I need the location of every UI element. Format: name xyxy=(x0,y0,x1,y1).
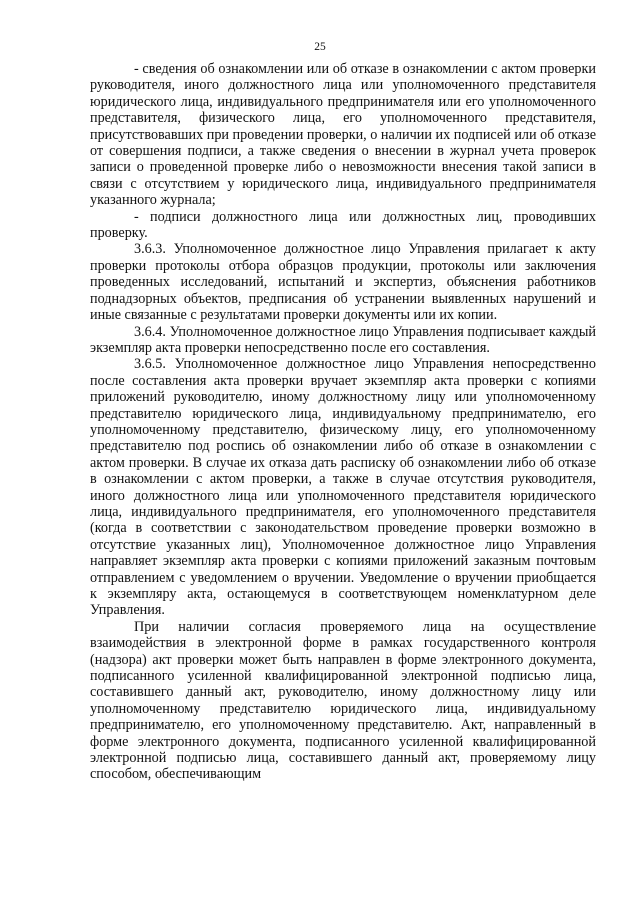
paragraph-acquaintance-info: - сведения об ознакомлении или об отказе в ознакомлении с актом проверки руководителя, иного должностного лица или уполномоченного представителя юридического лица, индивидуального предпринимателя или его уполномоченного представителя, физического лица, его уполномоченного представителя, присутствовавших при проведении проверки, о наличии их подписей или об отказе от совершения подписи, а также сведения о внесении в журнал учета проверок записи о проведенной проверке либо о невозможности внесения такой записи в связи с отсутствием у юридического лица, индивидуального предпринимателя указанного журнала; xyxy=(90,61,596,209)
paragraph-3-6-4: 3.6.4. Уполномоченное должностное лицо Управления подписывает каждый экземпляр акта проверки непосредственно после его составления. xyxy=(90,323,596,356)
document-body xyxy=(90,61,596,783)
page-number: 25 xyxy=(314,41,326,53)
paragraph-3-6-3: 3.6.3. Уполномоченное должностное лицо Управления прилагает к акту проверки протоколы отбора образцов продукции, протоколы или заключения проведенных исследований, испытаний и экспертиз, объяснения работников поднадзорных объектов, предписания об устранении выявленных нарушений и иные связанные с результатами проверки документы или их копии. xyxy=(90,241,596,324)
paragraph-signatures: - подписи должностного лица или должностных лиц, проводивших проверку. xyxy=(90,208,596,242)
paragraph-electronic-form: При наличии согласия проверяемого лица на осуществление взаимодействия в электронной форме в рамках государственного контроля (надзора) акт проверки может быть направлен в форме электронного документа, подписанного усиленной квалифицированной электронной подписью лица, составившего данный акт, руководителю, иному должностному лицу или уполномоченному представителю юридического лица, индивидуальному предпринимателю, его уполномоченному представителю. Акт, направленный в форме электронного документа, подписанного усиленной квалифицированной электронной подписью лица, составившего данный акт, проверяемому лицу способом, обеспечивающим xyxy=(90,618,596,783)
paragraph-3-6-5: 3.6.5. Уполномоченное должностное лицо Управления непосредственно после составления акта проверки вручает экземпляр акта проверки с копиями приложений руководителю, иному должностному лицу или уполномоченному представителю юридического лица, индивидуальному предпринимателю, его уполномоченному представителю, физическому лицу, его уполномоченному представителю под роспись об ознакомлении либо об отказе в ознакомлении с актом проверки. В случае их отказа дать расписку об ознакомлении либо об отказе в ознакомлении с актом проверки, а также в случае отсутствия руководителя, иного должностного лица или уполномоченного представителя юридического лица, индивидуального предпринимателя, его уполномоченного представителя (когда в соответствии с законодательством проведение проверки возможно в отсутствие указанных лиц), Уполномоченное должностное лицо Управления направляет экземпляр акта проверки с копиями приложений заказным почтовым отправлением с уведомлением о вручении. Уведомление о вручении приобщается к экземпляру акта, остающемуся в соответствующем номенклатурном деле Управления. xyxy=(90,356,596,619)
